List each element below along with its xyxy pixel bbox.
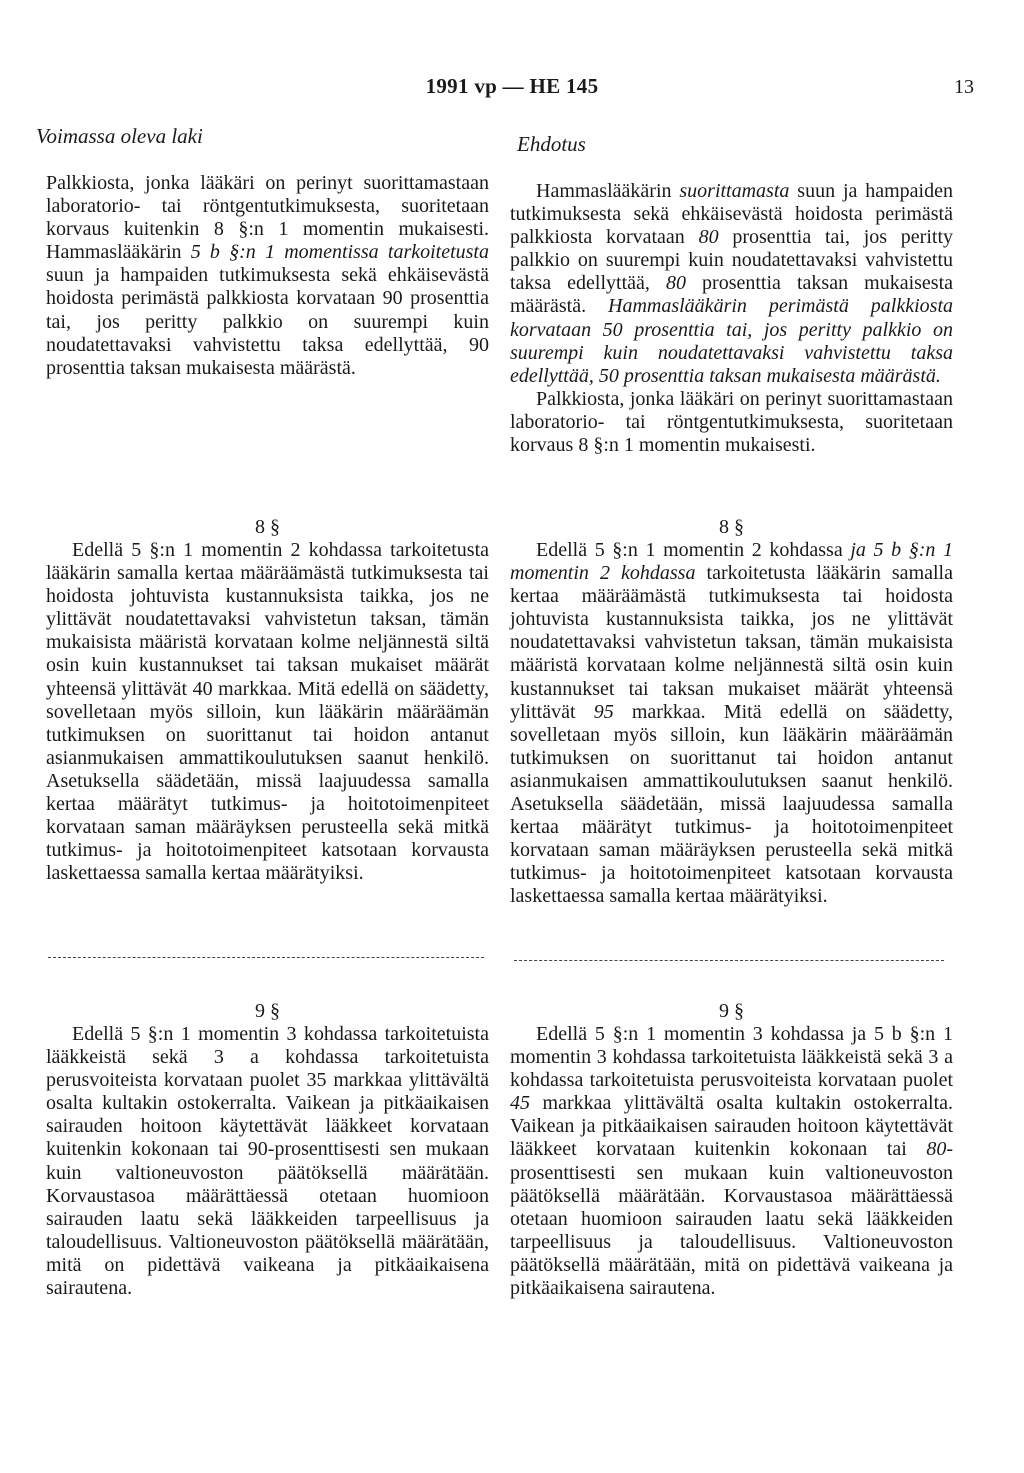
right-s8-text-a: Edellä 5 §:n 1 momentin 2 kohdassa xyxy=(536,539,851,561)
right-p1-text-c: suun ja hampaiden tutkimuksesta sekä ehkäisevästä hoidosta perimästä palkkiosta korvataan xyxy=(510,180,953,249)
left-section-9-heading: 9 § xyxy=(255,1000,280,1022)
right-section-9-heading: 9 § xyxy=(719,1000,744,1022)
page-number: 13 xyxy=(954,76,974,98)
left-omission-rule xyxy=(48,957,484,958)
left-column-heading: Voimassa oleva laki xyxy=(36,124,203,148)
right-s9-text-c: markkaa ylittävältä osalta kultakin ostokerralta. Vaikean ja pitkäaikaisen sairauden hoitoon käytettävät lääkkeet korvataan kuitenkin kokonaan tai xyxy=(510,1092,953,1161)
left-p1-text-c: suun ja hampaiden tutkimuksesta sekä ehkäisevästä hoidosta perimästä palkkiosta korvataan 90 prosenttia tai, jos peritty palkkio on suurempi kuin noudatettavaksi vahvistettu taksa edellyttää, 90 prosenttia taksan mukaisesta määrästä. xyxy=(46,264,489,379)
right-section-9-text xyxy=(510,1023,953,1300)
right-s8-text-e: markkaa. Mitä edellä on säädetty, sovelletaan myös silloin, kun lääkärin määräämän tutkimuksen on suorittanut tai hoidon antanut asianmukaisen ammattikoulutuksen saanut henkilö. Asetuksella säädetään, missä laajuudessa samalla kertaa määrätyt tutkimus- ja hoitotoimenpiteet korvataan saman määräyksen perusteella sekä mitkä tutkimus- ja hoitotoimenpiteet katsotaan korvausta laskettaessa samalla kertaa määrätyiksi. xyxy=(510,700,953,908)
right-p1-text-d: 80 xyxy=(698,226,719,249)
right-section-8-text xyxy=(510,539,953,909)
left-paragraph-1 xyxy=(46,172,489,380)
right-s8-text-d: 95 xyxy=(593,700,614,723)
right-p1-text-a: Hammaslääkärin xyxy=(536,180,680,202)
left-p1-text-b: 5 b §:n 1 momentissa tarkoitetusta xyxy=(190,241,489,264)
right-p1-text-h: Hammaslääkärin perimästä palkkiosta korvataan 50 prosenttia tai, jos peritty palkkio on suurempi kuin noudatettavaksi vahvistettu taksa edellyttää, 50 prosenttia taksan mukaisesta määrästä. xyxy=(510,295,953,387)
right-s9-text-b: 45 xyxy=(510,1092,530,1115)
right-paragraph-1 xyxy=(510,180,953,457)
right-s8-text-b: ja 5 b §:n 1 momentin 2 kohdassa xyxy=(510,539,953,585)
right-s8-text-c: tarkoitetusta lääkärin samalla kertaa määräämästä tutkimuksesta tai hoidosta johtuvista kustannuksista taikka, jos ne ylittävät noudatettavaksi vahvistetun taksan, tämän mukaisista määristä korvataan kolme neljännestä siltä osin kuin kustannukset tai taksan mukaiset määrät yhteensä ylittävät xyxy=(510,562,953,723)
left-section-9-text xyxy=(46,1023,489,1300)
right-p1-text-f: 80 xyxy=(665,272,686,295)
page-header-title: 1991 vp — HE 145 xyxy=(425,74,599,98)
right-paragraph-2: Palkkiosta, jonka lääkäri on perinyt suorittamastaan laboratorio- tai röntgentutkimuksesta, suoritetaan korvaus 8 §:n 1 momentin mukaisesti. xyxy=(510,387,953,457)
right-p1-text-e: prosenttia tai, jos peritty palkkio on suurempi kuin noudatettavaksi vahvistettu taksa edellyttää, xyxy=(510,226,954,295)
right-s9-text-d: 80 xyxy=(926,1138,947,1161)
right-column-heading: Ehdotus xyxy=(517,132,586,156)
right-p1-text-b: suorittamasta xyxy=(679,180,790,202)
right-s9-text-e: -prosenttisesti sen mukaan kuin valtioneuvoston päätöksellä määrätään. Korvaustasoa määrättäessä otetaan huomioon sairauden laatu sekä lääkkeiden tarpeellisuus ja taloudellisuus. Valtioneuvoston päätöksellä määrätään, mitä on pidettävä vaikeana ja pitkäaikaisena sairautena. xyxy=(510,1138,953,1300)
right-s9-text-a: Edellä 5 §:n 1 momentin 3 kohdassa ja 5 b §:n 1 momentin 3 kohdassa tarkoitetuista lääkkeistä sekä 3 a kohdassa tarkoitetuista perusvoiteista korvataan puolet xyxy=(510,1023,953,1092)
left-s8-paragraph: Edellä 5 §:n 1 momentin 2 kohdassa tarkoitetusta lääkärin samalla kertaa määräämästä tutkimuksesta tai hoidosta johtuvista kustannuksista taikka, jos ne ylittävät noudatettavaksi vahvistetun taksan, tämän mukaisista määristä korvataan kolme neljännestä siltä osin kuin kustannukset tai taksan mukaiset määrät yhteensä ylittävät 40 markkaa. Mitä edellä on säädetty, sovelletaan myös silloin, kun lääkärin määräämän tutkimuksen on suorittanut tai hoidon antanut asianmukaisen ammattikoulutuksen saanut henkilö. Asetuksella säädetään, missä laajuudessa samalla kertaa määrätyt tutkimus- ja hoitotoimenpiteet korvataan saman määräyksen perusteella sekä mitkä tutkimus- ja hoitotoimenpiteet katsotaan korvausta laskettaessa samalla kertaa määrätyiksi. xyxy=(46,539,489,885)
left-section-8-heading: 8 § xyxy=(255,516,280,538)
right-section-8-heading: 8 § xyxy=(719,516,744,538)
left-s9-paragraph: Edellä 5 §:n 1 momentin 3 kohdassa tarkoitetuista lääkkeistä sekä 3 a kohdassa tarkoitetuista perusvoiteista korvataan puolet 35 markkaa ylittävältä osalta kultakin ostokerralta. Vaikean ja pitkäaikaisen sairauden hoitoon käytettävät lääkkeet korvataan kuitenkin kokonaan tai 90-prosenttisesti sen mukaan kuin valtioneuvoston päätöksellä määrätään. Korvaustasoa määrättäessä otetaan huomioon sairauden laatu sekä lääkkeiden tarpeellisuus ja taloudellisuus. Valtioneuvoston päätöksellä määrätään, mitä on pidettävä vaikeana ja pitkäaikaisena sairautena. xyxy=(46,1023,489,1300)
right-p1-text-g: prosenttia taksan mukaisesta määrästä. xyxy=(510,272,954,318)
left-p1-text-a: Palkkiosta, jonka lääkäri on perinyt suorittamastaan laboratorio- tai röntgentutkimuksesta, suoritetaan korvaus kuitenkin 8 §:n 1 momentin mukaisesti. Hammaslääkärin xyxy=(46,172,489,264)
left-section-8-text xyxy=(46,539,489,885)
right-omission-rule xyxy=(514,960,944,961)
